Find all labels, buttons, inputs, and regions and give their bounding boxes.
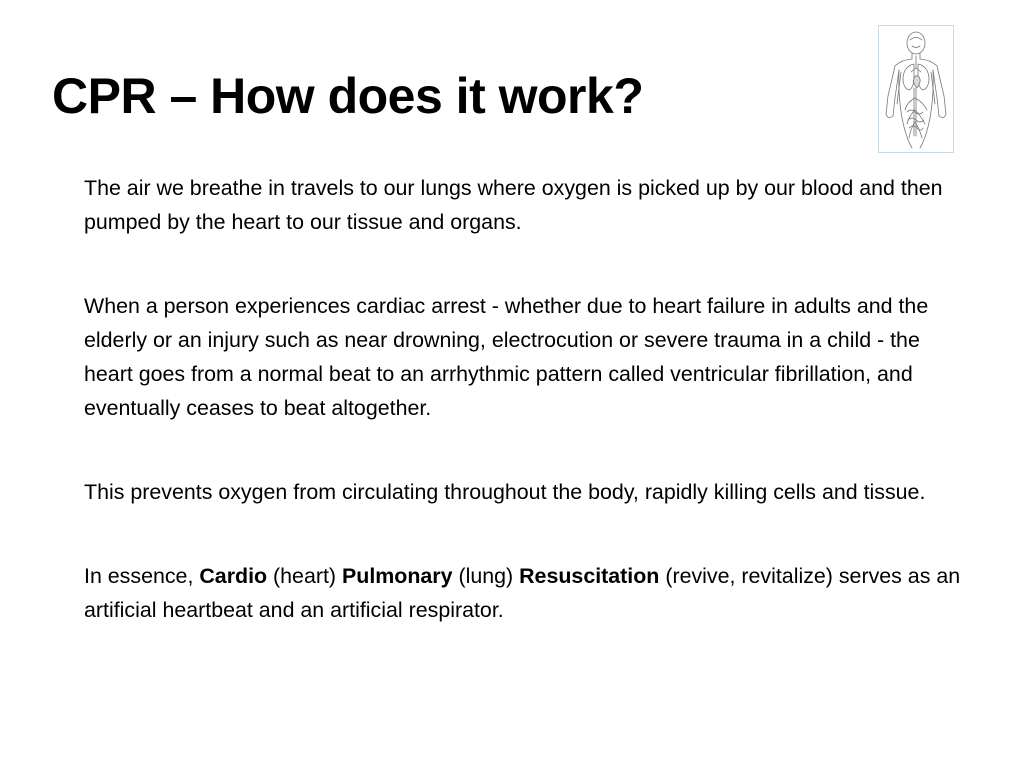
paragraph-oxygen-loss: This prevents oxygen from circulating throughout the body, rapidly killing cells and tissue. [84,480,926,504]
term-pulmonary: Pulmonary [341,564,453,588]
slide-body [84,171,964,627]
term-resuscitation: Resuscitation [519,564,660,588]
cpr-suffix: (revive, revitalize) serves as an artificial heartbeat and an artificial respirator. [84,564,961,622]
paragraph-breathing: The air we breathe in travels to our lungs where oxygen is picked up by our blood and then pumped by the heart to our tissue and organs. [84,176,943,234]
gloss-lung: (lung) [452,564,520,588]
term-cardio: Cardio [199,564,268,588]
human-anatomy-icon [879,26,953,152]
slide-title: CPR – How does it work? [52,68,644,124]
gloss-heart: (heart) [267,564,342,588]
paragraph-cpr-definition [84,559,964,627]
anatomy-illustration [878,25,954,153]
paragraph-cardiac-arrest: When a person experiences cardiac arrest - whether due to heart failure in adults and the elderly or an injury such as near drowning, electrocution or severe trauma in a child - the heart goes from a normal beat to an arrhythmic pattern called ventricular fibrillation, and eventually ceases to beat altogether. [84,294,929,420]
cpr-prefix: In essence, [84,564,200,588]
